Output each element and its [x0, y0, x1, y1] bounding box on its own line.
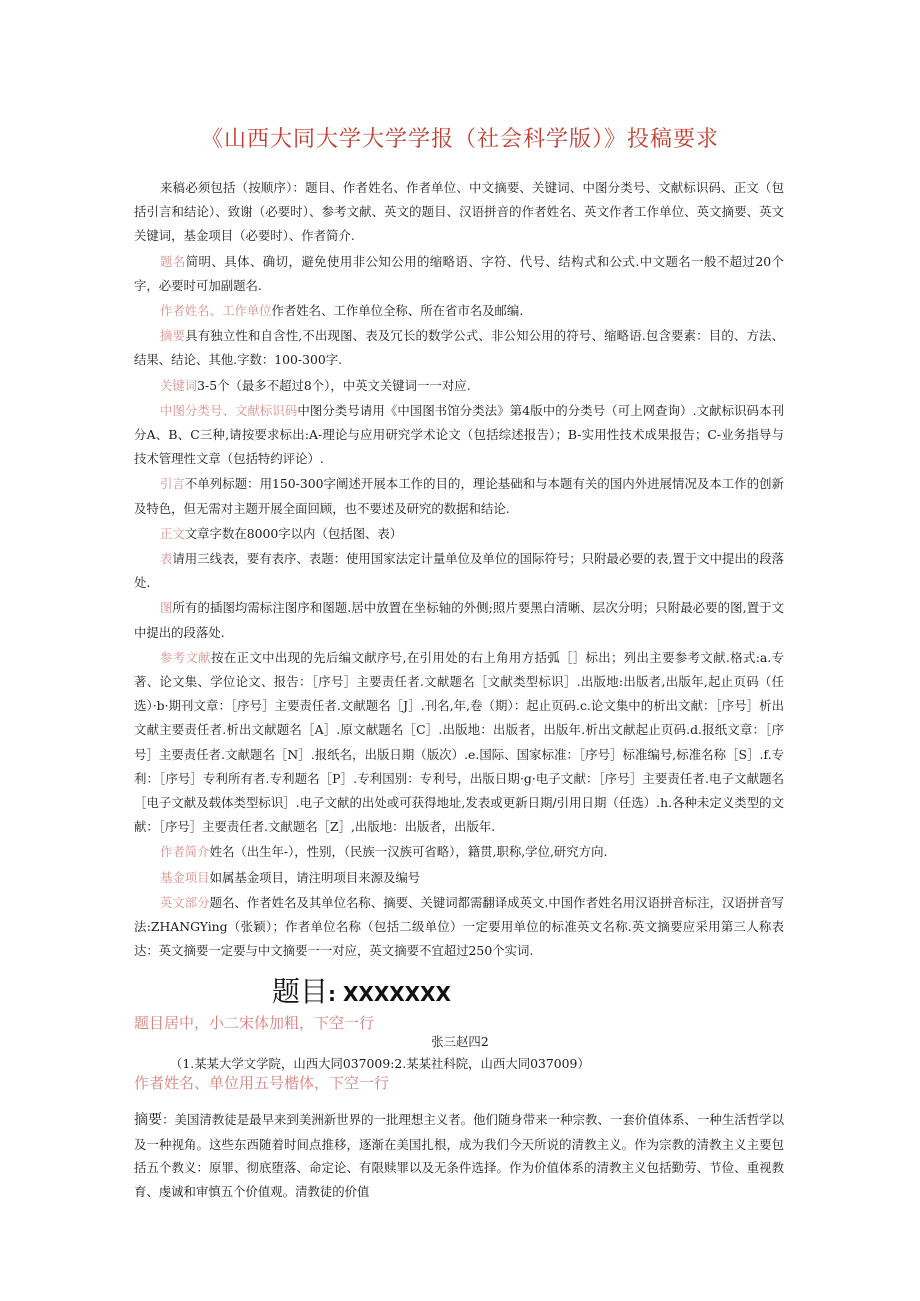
requirement-text: 题名、作者姓名及其单位名称、摘要、关键词都需翻译成英文.中国作者姓名用汉语拼音标注，汉语拼音写法:ZHANGYing（张颖）；作者单位名称（包括二级单位）一定要用单位的标准英文名称.英文摘要应采用第三人称表达：英文摘要一定要与中文摘要一一对应，英文摘要不宜超过250个实词. — [134, 894, 784, 959]
sample-affiliation: （1.某某大学文学院，山西大同037009:2.某某社科院，山西大同037009） — [170, 1056, 590, 1071]
requirement-item — [134, 547, 784, 595]
requirement-item — [134, 250, 784, 298]
requirement-label: 基金项目 — [160, 869, 210, 885]
requirement-text: 作者姓名、工作单位全称、所在省市名及邮编. — [271, 303, 524, 319]
requirement-item — [134, 596, 784, 644]
requirement-item — [134, 299, 784, 323]
requirement-item — [134, 891, 784, 964]
requirement-text: 所有的插图均需标注图序和图题.居中放置在坐标轴的外侧;照片要黑白清晰、层次分明；只附最必要的图,置于文中提出的段落处. — [134, 600, 785, 640]
requirement-text: 具有独立性和自含性,不出现图、表及冗长的数学公式、非公知公用的符号、缩略语.包含要素：目的、方法、结果、结论、其他.字数：100-300字. — [134, 328, 784, 368]
requirement-text: 简明、具体、确切，避免使用非公知公用的缩略语、字符、代号、结构式和公式.中文题名一般不超过20个字，必要时可加副题名. — [134, 253, 784, 293]
sample-title-suffix: : XXXXXXX — [328, 982, 451, 1006]
abstract-label: 摘要 — [134, 1112, 163, 1128]
title-format-note: 题目居中，小二宋体加粗，下空一行 — [134, 1014, 375, 1032]
requirement-item — [134, 866, 784, 890]
requirement-item — [134, 374, 784, 398]
requirement-item — [134, 840, 784, 864]
requirement-label: 关键词 — [160, 377, 198, 393]
requirement-label: 正文 — [160, 525, 185, 541]
requirement-text: 不单列标题：用150-300字阐述开展本工作的目的，理论基础和与本题有关的国内外进展情况及本工作的创新及特色，但无需对主题开展全面回顾，也不要述及研究的数据和结论. — [134, 476, 785, 516]
requirement-text: 3-5个（最多不超过8个），中英文关键词一一对应. — [197, 377, 471, 393]
requirement-label: 表 — [160, 551, 173, 567]
requirement-text: 请用三线表，要有表序、表题：使用国家法定计量单位及单位的国际符号；只附最必要的表,置于文中提出的段落处. — [134, 551, 784, 591]
requirement-label: 引言 — [160, 476, 185, 492]
requirements-body — [134, 176, 784, 964]
requirements-list — [134, 250, 784, 964]
sample-title — [272, 970, 451, 1010]
requirement-label: 题名 — [160, 253, 186, 269]
requirement-label: 摘要 — [160, 328, 186, 344]
requirement-item — [134, 324, 784, 372]
sample-title-prefix: 题目 — [272, 975, 329, 1008]
requirement-label: 英文部分 — [160, 894, 210, 910]
requirement-text: 文章字数在8000字以内（包括图、表） — [184, 525, 403, 541]
sample-abstract — [134, 1108, 784, 1203]
requirement-label: 作者简介 — [160, 844, 210, 860]
requirement-item — [134, 399, 784, 472]
requirement-text: 按在正文中出现的先后编文献序号,在引用处的右上角用方括弧［］标出；列出主要参考文献.格式:a.专著、论文集、学位论文、报告：［序号］主要责任者.文献题名［文献类型标识］.出版地:出版者,出版年,起止页码（任选）·b·期刊文章：［序号］主要责任者.文献题名［J］.刊名,年,卷（期）：起止页码.c.论文集中的析出文献：［序号］析出文献主要责任者.析出文献题名［A］.原文献题名［C］.出版地：出版者，出版年.析出文献起止页码.d.报纸文章：［序号］主要责任者.文献题名［N］.报纸名，出版日期（版次）.e.国际、国家标准：［序号］标准编号,标准名称［S］.f.专利：［序号］专利所有者.专利题名［P］.专利国别：专利号，出版日期·g·电子文献：［序号］主要责任者.电子文献题名［电子文献及载体类型标识］.电子文献的出处或可获得地址,发表或更新日期/引用日期（任选）.h.各种未定义类型的文献：［序号］主要责任者.文献题名［Z］,出版地：出版者，出版年. — [134, 649, 784, 835]
requirement-label: 参考文献 — [160, 649, 212, 665]
requirement-item — [134, 646, 784, 840]
requirement-label: 作者姓名、工作单位 — [160, 303, 272, 319]
author-format-note: 作者姓名、单位用五号楷体，下空一行 — [134, 1074, 390, 1092]
requirement-item — [134, 522, 784, 546]
requirement-text: 如属基金项目，请注明项目来源及编号 — [209, 869, 421, 885]
requirement-label: 中图分类号、文献标识码 — [160, 402, 298, 418]
sample-authors: 张三赵四2 — [431, 1034, 489, 1049]
requirement-text: 姓名（出生年-），性别，（民族一汉族可省略），籍贯,职称,学位,研究方向. — [209, 844, 608, 860]
requirement-text: 中图分类号请用《中国图书馆分类法》第4版中的分类号（可上网查询）.文献标识码本刊分A、B、C三种,请按要求标出:A-理论与应用研究学术论文（包括综述报告）；B-实用性技术成果报告；C-业务指导与技术管理性文章（包括特约评论）. — [134, 402, 784, 467]
document-title: 《山西大同大学大学学报（社会科学版）》投稿要求 — [200, 127, 719, 152]
intro-paragraph: 来稿必须包括（按顺序）：题目、作者姓名、作者单位、中文摘要、关键词、中图分类号、文献标识码、正文（包括引言和结论）、致谢（必要时）、参考文献、英文的题目、汉语拼音的作者姓名、英文作者工作单位、英文摘要、英文关键词，基金项目（必要时）、作者简介. — [134, 180, 784, 244]
abstract-text: ：美国清教徒是最早来到美洲新世界的一批理想主义者。他们随身带来一种宗教、一套价值体系、一种生活哲学以及一种视角。这些东西随着时间点推移，逐渐在美国扎根，成为我们今天所说的清教主义。作为宗教的清教主义主要包括五个教义：原罪、彻底堕落、命定论、有限赎罪以及无条件选择。作为价值体系的清教主义包括勤劳、节俭、重视教育、虔诚和审慎五个价值观。清教徒的价值 — [134, 1112, 785, 1199]
requirement-item — [134, 472, 784, 520]
requirement-label: 图 — [160, 600, 173, 616]
